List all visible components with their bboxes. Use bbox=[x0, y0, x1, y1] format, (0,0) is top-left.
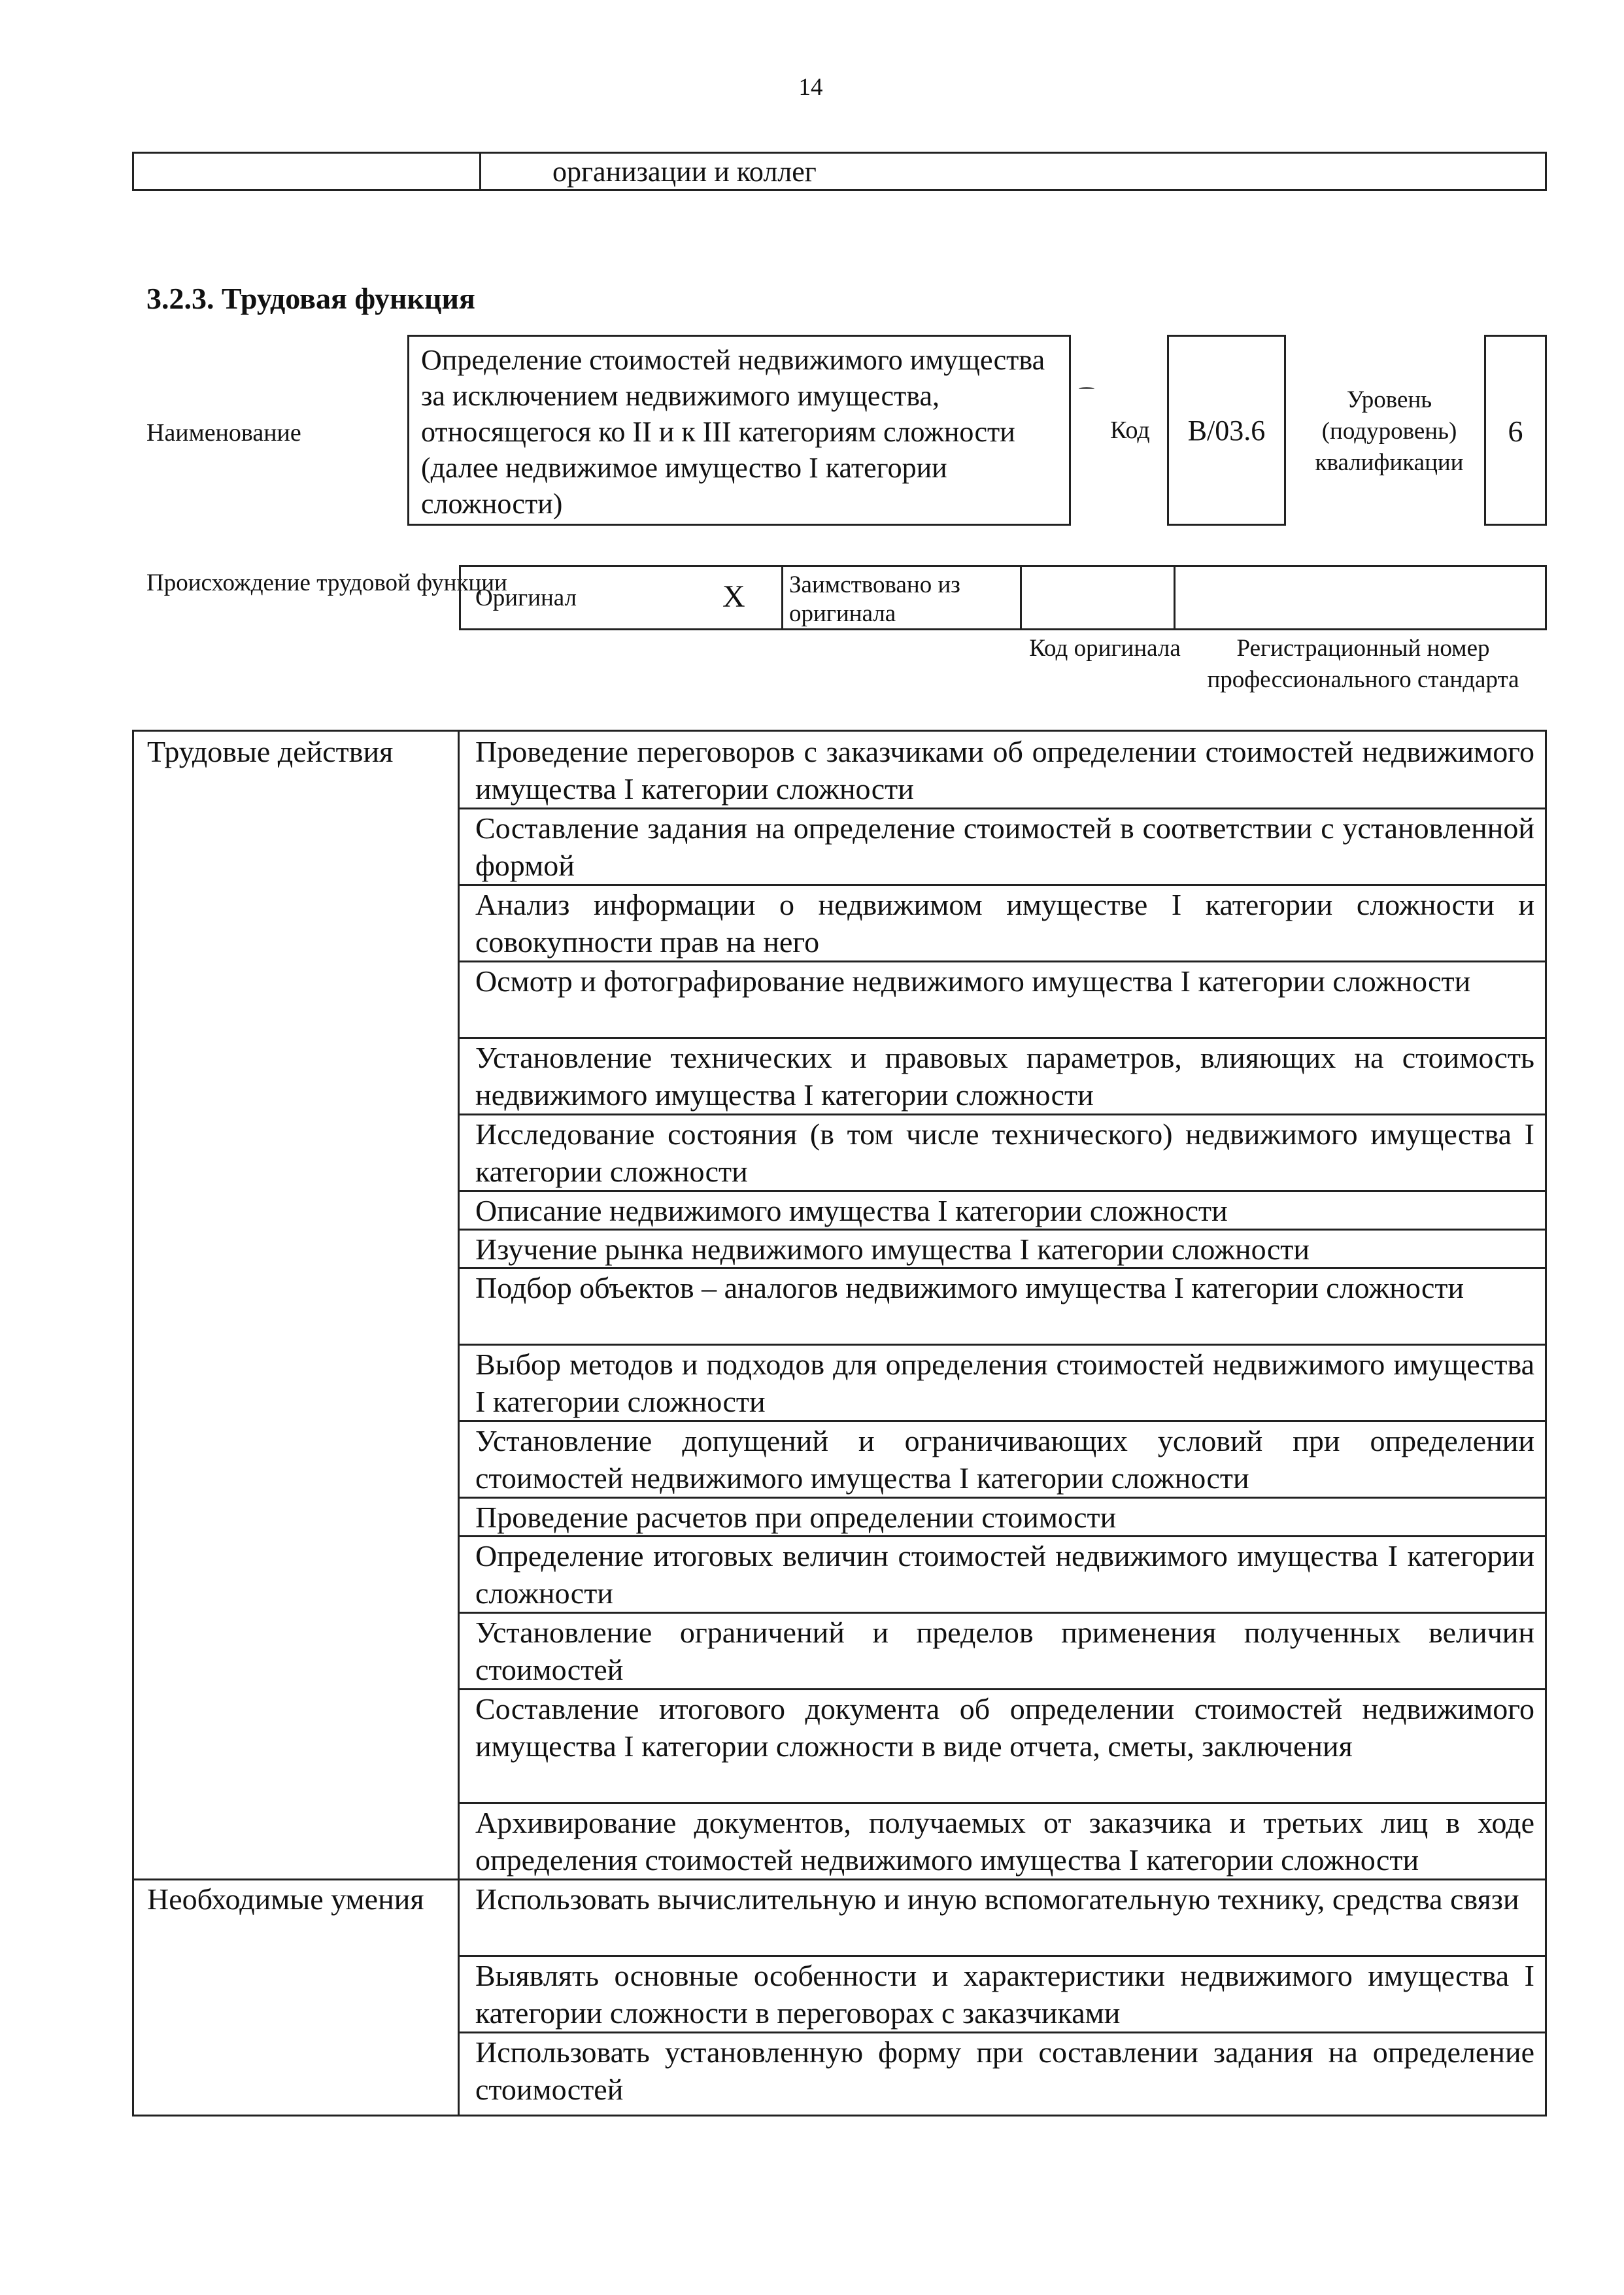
origin-label: Происхождение трудовой функции bbox=[146, 570, 507, 596]
function-name-box: Определение стоимостей недвижимого имущества за исключением недвижимого имущества, относящегося ко II и к III категориям сложности (далее недвижимое имущество I категории сложности) bbox=[407, 335, 1071, 526]
table-row: Архивирование документов, получаемых от заказчика и третьих лиц в ходе определения стоимостей недвижимого имущества I категории сложности bbox=[475, 1806, 1534, 1877]
column-divider bbox=[479, 154, 481, 189]
table-row: Составление задания на определение стоимостей в соответствии с установленной формой bbox=[475, 811, 1534, 882]
table-row: Установление ограничений и пределов применения полученных величин стоимостей bbox=[475, 1616, 1534, 1686]
column-divider bbox=[458, 732, 460, 2115]
function-code-box: В/03.6 bbox=[1167, 335, 1286, 526]
stray-mark bbox=[1079, 387, 1094, 391]
table-row: Выбор методов и подходов для определения стоимостей недвижимого имущества I категории сложности bbox=[475, 1348, 1534, 1418]
table-row: Составление итогового документа об определении стоимостей недвижимого имущества I категории сложности в виде отчета, сметы, заключения bbox=[475, 1692, 1534, 1763]
table-row: Установление допущений и ограничивающих условий при определении стоимостей недвижимого имущества I категории сложности bbox=[475, 1424, 1534, 1495]
name-label: Наименование bbox=[146, 419, 301, 447]
section-heading: 3.2.3. Трудовая функция bbox=[146, 282, 475, 315]
group-title-actions: Трудовые действия bbox=[147, 735, 394, 768]
origin-reg-caption: Регистрационный номер профессионального стандарта bbox=[1207, 635, 1519, 693]
origin-borrowed-label: Заимствовано из оригинала bbox=[789, 571, 960, 627]
table-row: Описание недвижимого имущества I категории сложности bbox=[475, 1194, 1228, 1227]
table-row: Использовать установленную форму при составлении задания на определение стоимостей bbox=[475, 2035, 1534, 2106]
table-row: Выявлять основные особенности и характеристики недвижимого имущества I категории сложности в переговорах с заказчиками bbox=[475, 1959, 1534, 2030]
origin-code-cell bbox=[1020, 567, 1176, 628]
qualification-level-label: Уровень (подуровень) квалификации bbox=[1315, 386, 1464, 476]
origin-reg-number-cell bbox=[1174, 567, 1545, 628]
table-row: Определение итоговых величин стоимостей недвижимого имущества I категории сложности bbox=[475, 1539, 1534, 1610]
table-row: Изучение рынка недвижимого имущества I категории сложности bbox=[475, 1232, 1310, 1266]
table-row: Подбор объектов – аналогов недвижимого имущества I категории сложности bbox=[475, 1271, 1464, 1304]
group-title-skills: Необходимые умения bbox=[147, 1882, 424, 1916]
origin-code-caption: Код оригинала bbox=[1029, 635, 1181, 662]
origin-original-cell bbox=[461, 567, 783, 628]
origin-borrowed-cell bbox=[781, 567, 1022, 628]
table-row: Установление технических и правовых параметров, влияющих на стоимость недвижимого имущества I категории сложности bbox=[475, 1041, 1534, 1112]
continuation-text: организации и коллег bbox=[552, 156, 817, 188]
origin-table bbox=[459, 565, 1547, 630]
table-row: Проведение переговоров с заказчиками об определении стоимостей недвижимого имущества I категории сложности bbox=[475, 735, 1534, 806]
table-row: Анализ информации о недвижимом имуществе I категории сложности и совокупности прав на него bbox=[475, 888, 1534, 959]
function-details-table bbox=[132, 730, 1547, 2116]
origin-checkmark: X bbox=[722, 579, 745, 614]
table-row: Исследование состояния (в том числе технического) недвижимого имущества I категории сложности bbox=[475, 1117, 1534, 1188]
table-row: Использовать вычислительную и иную вспомогательную технику, средства связи bbox=[475, 1882, 1519, 1916]
table-row: Осмотр и фотографирование недвижимого имущества I категории сложности bbox=[475, 964, 1471, 998]
origin-original-label: Оригинал bbox=[475, 585, 577, 611]
code-label: Код bbox=[1110, 416, 1150, 444]
continuation-row bbox=[132, 152, 1547, 191]
page-number: 14 bbox=[798, 74, 823, 101]
table-row: Проведение расчетов при определении стоимости bbox=[475, 1501, 1117, 1534]
qualification-level-box: 6 bbox=[1484, 335, 1547, 526]
